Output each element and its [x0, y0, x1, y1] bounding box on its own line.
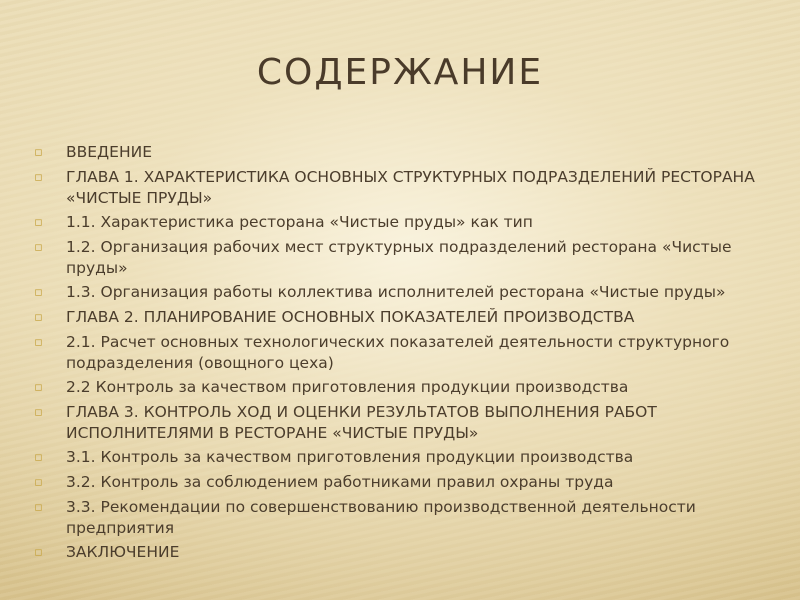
diamond-bullet-icon: ▫ — [34, 545, 43, 561]
toc-item-3-1 — [34, 447, 764, 468]
toc-item-introduction — [34, 142, 764, 163]
diamond-bullet-icon: ▫ — [34, 309, 43, 325]
toc-item-label: 1.2. Организация рабочих мест структурных подразделений ресторана «Чистые пруды» — [66, 237, 732, 277]
toc-item-label: ГЛАВА 2. ПЛАНИРОВАНИЕ ОСНОВНЫХ ПОКАЗАТЕЛЕЙ ПРОИЗВОДСТВА — [66, 307, 635, 326]
toc-item-label: 3.2. Контроль за соблюдением работниками правил охраны труда — [66, 472, 614, 491]
diamond-bullet-icon: ▫ — [34, 499, 43, 515]
toc-item-3-2 — [34, 472, 764, 493]
toc-item-chapter-3 — [34, 402, 764, 444]
toc-item-chapter-2 — [34, 307, 764, 328]
toc-item-label: 3.3. Рекомендации по совершенствованию производственной деятельности предприятия — [66, 497, 696, 537]
toc-item-label: 2.1. Расчет основных технологических показателей деятельности структурного подразделения (овощного цеха) — [66, 332, 730, 372]
toc-item-3-3 — [34, 497, 764, 539]
slide-title: СОДЕРЖАНИЕ — [256, 52, 544, 93]
toc-item-conclusion — [34, 542, 764, 563]
toc-item-label: ЗАКЛЮЧЕНИЕ — [66, 543, 180, 562]
toc-item-2-2 — [34, 377, 764, 398]
toc-item-label: ГЛАВА 3. КОНТРОЛЬ ХОД И ОЦЕНКИ РЕЗУЛЬТАТОВ ВЫПОЛНЕНИЯ РАБОТ ИСПОЛНИТЕЛЯМИ В РЕСТОРАНЕ «ЧИСТЫЕ ПРУДЫ» — [66, 402, 657, 442]
diamond-bullet-icon: ▫ — [34, 215, 43, 231]
toc-item-label: 1.1. Характеристика ресторана «Чистые пруды» как тип — [66, 213, 533, 232]
toc-item-label: ГЛАВА 1. ХАРАКТЕРИСТИКА ОСНОВНЫХ СТРУКТУРНЫХ ПОДРАЗДЕЛЕНИЙ РЕСТОРАНА «ЧИСТЫЕ ПРУДЫ» — [66, 167, 755, 207]
toc-item-label: 3.1. Контроль за качеством приготовления продукции производства — [66, 448, 634, 467]
diamond-bullet-icon: ▫ — [34, 145, 43, 160]
diamond-bullet-icon: ▫ — [34, 474, 43, 490]
toc-item-1-2 — [34, 237, 764, 279]
toc-item-1-3 — [34, 282, 764, 303]
diamond-bullet-icon: ▫ — [34, 239, 43, 255]
diamond-bullet-icon: ▫ — [34, 450, 43, 466]
toc-item-label: ВВЕДЕНИЕ — [66, 143, 153, 161]
diamond-bullet-icon: ▫ — [34, 285, 43, 301]
diamond-bullet-icon: ▫ — [34, 169, 43, 185]
toc-item-label: 2.2 Контроль за качеством приготовления продукции производства — [66, 378, 629, 397]
diamond-bullet-icon: ▫ — [34, 334, 43, 350]
table-of-contents — [34, 142, 764, 567]
toc-item-label: 1.3. Организация работы коллектива исполнителей ресторана «Чистые пруды» — [66, 283, 726, 302]
diamond-bullet-icon: ▫ — [34, 380, 43, 396]
diamond-bullet-icon: ▫ — [34, 404, 43, 420]
toc-item-2-1 — [34, 332, 764, 374]
toc-item-chapter-1 — [34, 167, 764, 209]
toc-item-1-1 — [34, 212, 764, 233]
